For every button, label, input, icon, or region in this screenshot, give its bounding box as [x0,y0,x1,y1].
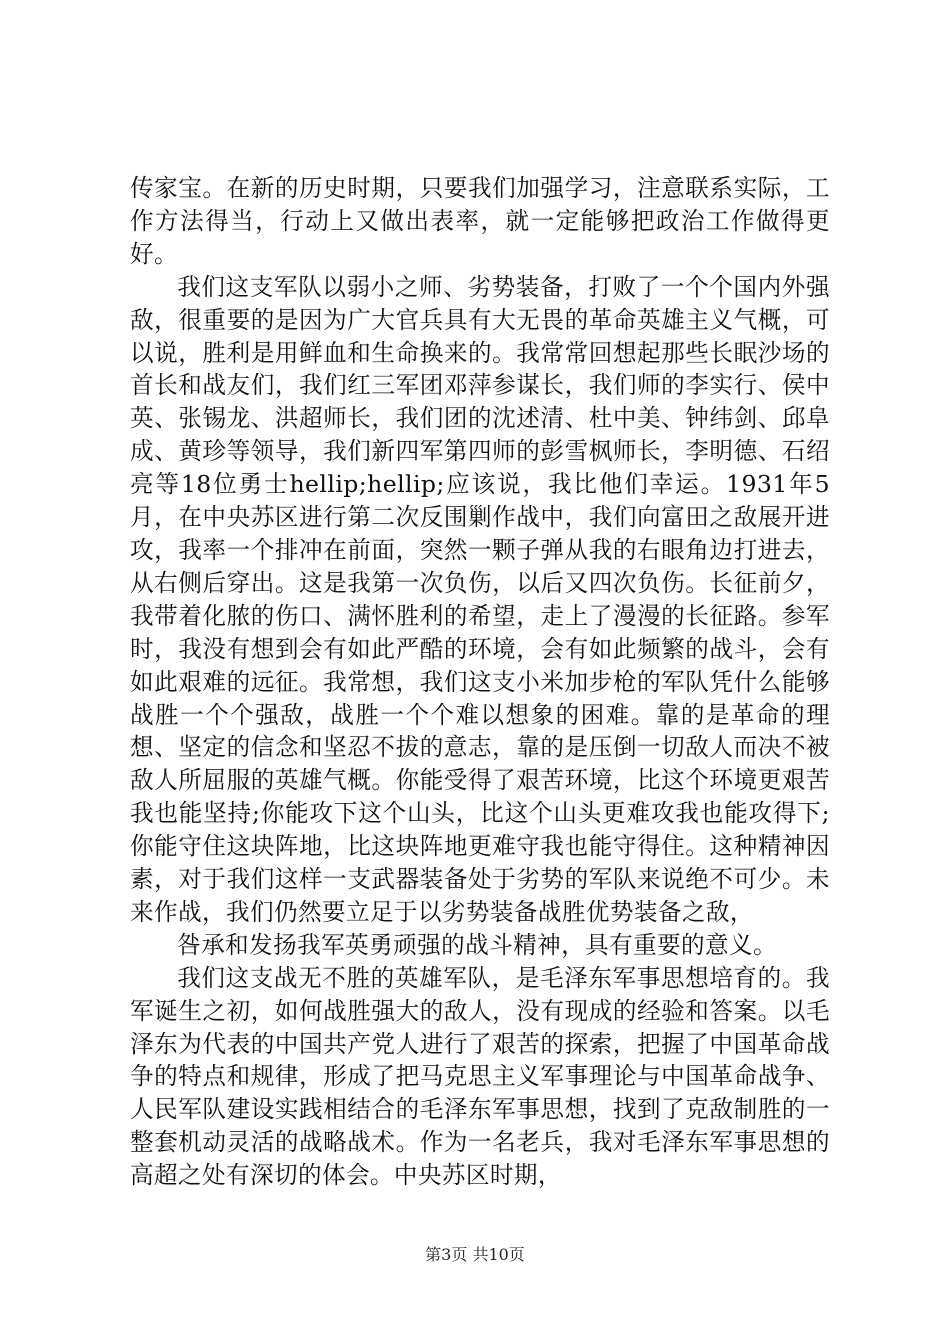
page-footer: 第3页 共10页 [425,1245,525,1264]
paragraph-1: 传家宝。在新的历史时期，只要我们加强学习，注意联系实际，工作方法得当，行动上又做出表率，就一定能够把政治工作做得更好。 [130,174,830,268]
paragraph-4: 我们这支战无不胜的英雄军队，是毛泽东军事思想培育的。我军诞生之初，如何战胜强大的敌人，没有现成的经验和答案。以毛泽东为代表的中国共产党人进行了艰苦的探索，把握了中国革命战争的特点和规律，形成了把马克思主义军事理论与中国革命战争、人民军队建设实践相结合的毛泽东军事思想，找到了克敌制胜的一整套机动灵活的战略战术。作为一名老兵，我对毛泽东军事思想的高超之处有深切的体会。中央苏区时期， [130,963,830,1190]
body-text [130,172,830,1192]
paragraph-3: 咎承和发扬我军英勇顽强的战斗精神，具有重要的意义。 [177,930,778,959]
paragraph-2: 我们这支军队以弱小之师、劣势装备，打败了一个个国内外强敌，很重要的是因为广大官兵具有大无畏的革命英雄主义气概，可以说，胜利是用鲜血和生命换来的。我常常回想起那些长眠沙场的首长和战友们，我们红三军团邓萍参谋长，我们师的李实行、侯中英、张锡龙、洪超师长，我们团的沈述清、杜中美、钟纬剑、邱阜成、黄珍等领导，我们新四军第四师的彭雪枫师长，李明德、石绍亮等18位勇士hellip;hellip;应该说，我比他们幸运。1931年5月，在中央苏区进行第二次反围剿作战中，我们向富田之敌展开进攻，我率一个排冲在前面，突然一颗子弹从我的右眼角边打进去，从右侧后穿出。这是我第一次负伤，以后又四次负伤。长征前夕，我带着化脓的伤口、满怀胜利的希望，走上了漫漫的长征路。参军时，我没有想到会有如此严酷的环境，会有如此频繁的战斗，会有如此艰难的远征。我常想，我们这支小米加步枪的军队凭什么能够战胜一个个强敌，战胜一个个难以想象的困难。靠的是革命的理想、坚定的信念和坚忍不拔的意志，靠的是压倒一切敌人而决不被敌人所屈服的英雄气概。你能受得了艰苦环境，比这个环境更艰苦我也能坚持;你能攻下这个山头，比这个山头更难攻我也能攻得下;你能守住这块阵地，比这块阵地更难守我也能守得住。这种精神因素，对于我们这样一支武器装备处于劣势的军队来说绝不可少。未来作战，我们仍然要立足于以劣势装备战胜优势装备之敌， [130,272,830,926]
